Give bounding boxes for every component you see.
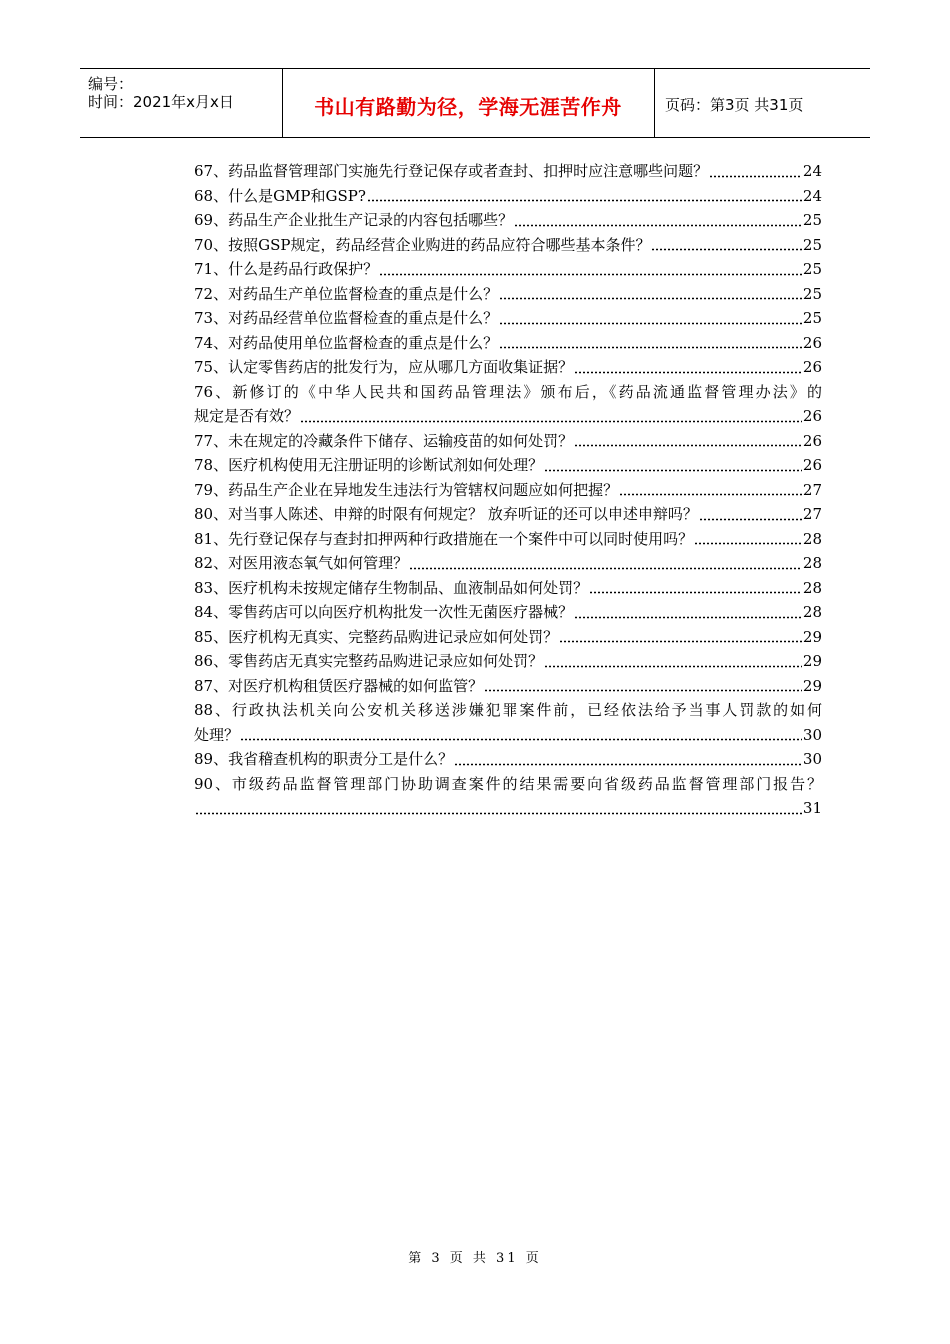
header-right-cell — [655, 69, 870, 137]
toc-entry[interactable] — [194, 380, 822, 429]
toc-entry-page: 28 — [802, 529, 822, 548]
toc-entry[interactable] — [194, 747, 822, 772]
toc-entry[interactable] — [194, 184, 822, 209]
toc-entry[interactable] — [194, 208, 822, 233]
toc-entry-page: 25 — [802, 284, 822, 303]
toc-entry[interactable] — [194, 551, 822, 576]
toc-entry-row — [194, 257, 822, 282]
toc-dot-leader — [619, 482, 802, 496]
toc-entry-title: 处理？ — [194, 725, 240, 744]
toc-entry-page: 30 — [802, 725, 822, 744]
toc-entry-page: 26 — [802, 358, 822, 376]
toc-dot-leader — [454, 752, 802, 766]
toc-entry-row — [194, 184, 822, 209]
toc-entry[interactable] — [194, 257, 822, 282]
toc-entry-page: 28 — [802, 554, 822, 572]
toc-entry-title: 79、药品生产企业在异地发生违法行为管辖权问题应如何把握？ — [194, 480, 619, 499]
toc-entry-title: 84、零售药店可以向医疗机构批发一次性无菌医疗器械？ — [194, 603, 574, 621]
toc-entry-title: 规定是否有效？ — [194, 407, 300, 425]
toc-dot-leader — [559, 629, 802, 643]
toc-entry-title-line: 76、新修订的《中华人民共和国药品管理法》颁布后，《药品流通监督管理办法》的 — [194, 382, 822, 401]
toc-entry-page: 29 — [802, 627, 822, 646]
toc-entry-row — [194, 208, 822, 233]
toc-entry-row — [194, 796, 822, 821]
header-motto: 书山有路勤为径，学海无涯苦作舟 — [314, 95, 622, 119]
toc-entry[interactable] — [194, 649, 822, 674]
toc-entry-row — [194, 404, 822, 429]
toc-entry-page: 26 — [802, 456, 822, 474]
toc-entry-title-line: 90、市级药品监督管理部门协助调查案件的结果需要向省级药品监督管理部门报告？ — [194, 774, 822, 793]
toc-dot-leader — [574, 433, 802, 447]
toc-entry-row — [194, 723, 822, 748]
toc-entry-page: 24 — [802, 162, 822, 180]
toc-entry-row — [194, 453, 822, 478]
toc-dot-leader — [409, 556, 802, 570]
toc-entry-row — [194, 674, 822, 699]
toc-entry-page: 24 — [802, 186, 822, 205]
toc-entry[interactable] — [194, 453, 822, 478]
toc-entry-page: 28 — [802, 578, 822, 597]
toc-entry-title: 83、医疗机构未按规定储存生物制品、血液制品如何处罚？ — [194, 578, 589, 597]
toc-entry-title: 69、药品生产企业批生产记录的内容包括哪些？ — [194, 211, 514, 229]
toc-entry-row — [194, 478, 822, 503]
toc-dot-leader — [514, 213, 802, 227]
toc-entry-row — [194, 282, 822, 307]
toc-entry-title: 89、我省稽查机构的职责分工是什么？ — [194, 750, 454, 768]
toc-entry-page: 26 — [802, 333, 822, 352]
toc-entry-page: 27 — [802, 505, 822, 523]
toc-entry-title: 74、对药品使用单位监督检查的重点是什么？ — [194, 333, 499, 352]
toc-entry[interactable] — [194, 478, 822, 503]
toc-entry[interactable] — [194, 698, 822, 747]
toc-entry[interactable] — [194, 674, 822, 699]
toc-entry-page: 25 — [802, 309, 822, 327]
toc-entry-page: 25 — [802, 211, 822, 229]
table-of-contents — [194, 159, 822, 821]
toc-dot-leader — [709, 164, 802, 178]
toc-entry[interactable] — [194, 306, 822, 331]
toc-entry[interactable] — [194, 429, 822, 454]
toc-entry-title: 68、什么是GMP和GSP? — [194, 186, 366, 205]
toc-entry-row — [194, 576, 822, 601]
toc-entry[interactable] — [194, 502, 822, 527]
toc-entry[interactable] — [194, 233, 822, 258]
toc-entry-row — [194, 355, 822, 380]
toc-entry[interactable] — [194, 527, 822, 552]
toc-entry-title-line: 88、行政执法机关向公安机关移送涉嫌犯罪案件前，已经依法给予当事人罚款的如何 — [194, 701, 822, 719]
toc-entry-page: 26 — [802, 431, 822, 450]
toc-entry[interactable] — [194, 625, 822, 650]
toc-entry[interactable] — [194, 772, 822, 821]
toc-entry-page: 28 — [802, 603, 822, 621]
toc-dot-leader — [694, 531, 802, 545]
toc-entry-page: 30 — [802, 750, 822, 768]
toc-entry-title: 73、对药品经营单位监督检查的重点是什么？ — [194, 309, 499, 327]
toc-dot-leader — [574, 360, 802, 374]
toc-entry-page: 27 — [802, 480, 822, 499]
document-header — [80, 68, 870, 138]
toc-entry[interactable] — [194, 159, 822, 184]
toc-entry-row — [194, 331, 822, 356]
toc-dot-leader — [544, 458, 802, 472]
toc-entry-row — [194, 527, 822, 552]
toc-entry-title: 70、按照GSP规定，药品经营企业购进的药品应符合哪些基本条件？ — [194, 235, 651, 254]
toc-entry-title: 72、对药品生产单位监督检查的重点是什么？ — [194, 284, 499, 303]
toc-entry[interactable] — [194, 355, 822, 380]
toc-dot-leader — [499, 335, 802, 349]
toc-dot-leader — [574, 605, 802, 619]
toc-entry-title: 85、医疗机构无真实、完整药品购进记录应如何处罚？ — [194, 627, 559, 646]
toc-entry-row — [194, 502, 822, 527]
toc-dot-leader — [367, 188, 802, 202]
toc-dot-leader — [240, 727, 802, 741]
header-middle-cell — [282, 69, 655, 137]
toc-dot-leader — [499, 286, 802, 300]
toc-dot-leader — [484, 678, 802, 692]
toc-entry-title: 80、对当事人陈述、申辩的时限有何规定？ 放弃听证的还可以申述申辩吗？ — [194, 505, 698, 523]
toc-entry-row — [194, 159, 822, 184]
toc-entry-page: 31 — [802, 799, 822, 817]
toc-dot-leader — [699, 507, 802, 521]
toc-entry-title: 67、药品监督管理部门实施先行登记保存或者查封、扣押时应注意哪些问题？ — [194, 162, 709, 180]
toc-entry-title: 77、未在规定的冷藏条件下储存、运输疫苗的如何处罚？ — [194, 431, 574, 450]
toc-entry-row — [194, 233, 822, 258]
toc-entry-page: 25 — [802, 235, 822, 254]
toc-entry[interactable] — [194, 576, 822, 601]
toc-entry-row — [194, 625, 822, 650]
toc-entry[interactable] — [194, 282, 822, 307]
toc-dot-leader — [499, 311, 802, 325]
page-footer: 第 3 页 共 31 页 — [408, 1251, 542, 1266]
number-label: 编号： — [88, 75, 134, 93]
toc-entry[interactable] — [194, 600, 822, 625]
toc-entry-title: 82、对医用液态氧气如何管理？ — [194, 554, 409, 572]
toc-dot-leader — [300, 409, 802, 423]
toc-entry-row — [194, 429, 822, 454]
toc-entry-row — [194, 600, 822, 625]
toc-entry-row — [194, 306, 822, 331]
toc-entry-title: 86、零售药店无真实完整药品购进记录应如何处罚？ — [194, 652, 544, 670]
toc-dot-leader — [651, 237, 801, 251]
toc-entry[interactable] — [194, 331, 822, 356]
toc-dot-leader — [544, 654, 802, 668]
toc-entry-title: 87、对医疗机构租赁医疗器械的如何监管？ — [194, 676, 484, 695]
time-label: 时间：2021年x月x日 — [88, 93, 234, 111]
toc-entry-page: 29 — [802, 676, 822, 695]
toc-entry-title: 75、认定零售药店的批发行为，应从哪几方面收集证据？ — [194, 358, 574, 376]
toc-entry-title: 78、医疗机构使用无注册证明的诊断试剂如何处理？ — [194, 456, 544, 474]
toc-dot-leader — [379, 262, 802, 276]
toc-entry-page: 26 — [802, 407, 822, 425]
toc-entry-row — [194, 649, 822, 674]
header-page-info: 页码：第3页 共31页 — [665, 96, 804, 114]
toc-entry-row — [194, 747, 822, 772]
toc-entry-page: 29 — [802, 652, 822, 670]
toc-dot-leader — [589, 580, 802, 594]
toc-entry-title: 71、什么是药品行政保护？ — [194, 260, 379, 278]
header-left-cell — [80, 69, 283, 137]
toc-entry-row — [194, 551, 822, 576]
toc-entry-page: 25 — [802, 260, 822, 278]
toc-dot-leader — [195, 801, 802, 815]
toc-entry-title: 81、先行登记保存与查封扣押两种行政措施在一个案件中可以同时使用吗？ — [194, 529, 694, 548]
